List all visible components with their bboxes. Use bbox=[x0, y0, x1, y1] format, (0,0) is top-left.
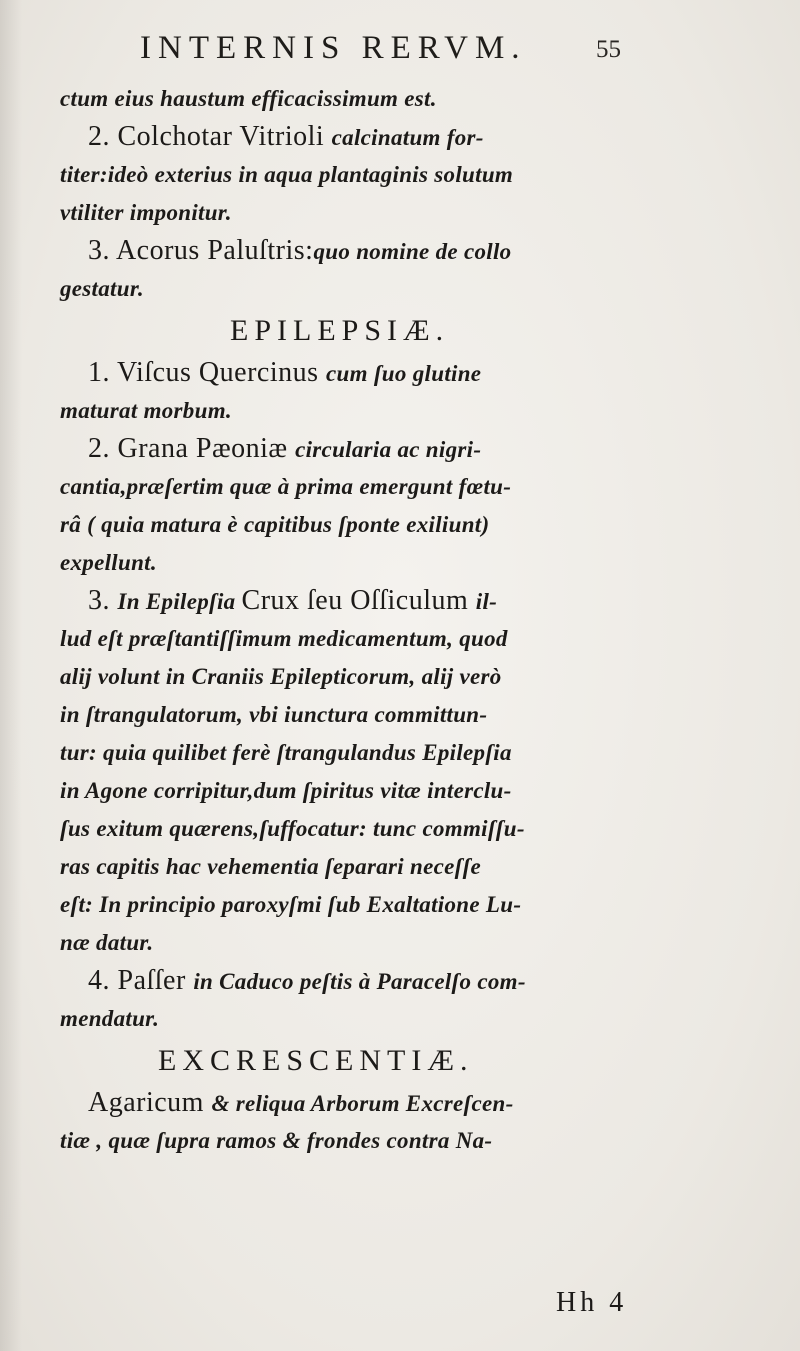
text-line bbox=[60, 544, 692, 582]
text-line bbox=[60, 1000, 692, 1038]
italic-text: expellunt. bbox=[60, 550, 157, 575]
running-head: INTERNIS RERVM. bbox=[140, 30, 527, 66]
text-line bbox=[60, 962, 692, 1000]
italic-text: ras capitis hac vehementia ſeparari neceſſe bbox=[60, 854, 482, 879]
text-line bbox=[60, 810, 692, 848]
italic-text: calcinatum for- bbox=[331, 125, 484, 150]
italic-text: eſt: In principio paroxyſmi ſub Exaltatione Lu- bbox=[60, 892, 522, 917]
text-line bbox=[60, 354, 692, 392]
italic-text: alij volunt in Craniis Epilepticorum, alij verò bbox=[60, 664, 502, 689]
italic-text: gestatur. bbox=[60, 276, 144, 301]
roman-text: 2. Grana Pæoniæ bbox=[88, 433, 296, 464]
text-block bbox=[60, 80, 692, 1160]
roman-text: 3. Acorus Paluſtris: bbox=[88, 235, 314, 266]
roman-text: Agaricum bbox=[88, 1087, 212, 1118]
text-line bbox=[60, 232, 692, 270]
italic-text: & reliqua Arborum Excreſcen- bbox=[211, 1091, 514, 1116]
text-line bbox=[60, 620, 692, 658]
italic-text: in Agone corripitur,dum ſpiritus vitæ interclu- bbox=[60, 778, 512, 803]
text-line bbox=[60, 924, 692, 962]
italic-text: maturat morbum. bbox=[60, 398, 232, 423]
italic-text: ſus exitum quærens,ſuffocatur: tunc commiſſu- bbox=[60, 816, 525, 841]
italic-text: cum ſuo glutine bbox=[326, 361, 482, 386]
italic-text: næ datur. bbox=[60, 930, 154, 955]
italic-text: in ſtrangulatorum, vbi iunctura committun- bbox=[60, 702, 488, 727]
text-line bbox=[60, 848, 692, 886]
text-line bbox=[60, 886, 692, 924]
text-line bbox=[60, 696, 692, 734]
italic-text: ctum eius haustum efficacissimum est. bbox=[60, 86, 437, 111]
signature-mark: Hh 4 bbox=[556, 1287, 628, 1318]
page-header bbox=[140, 30, 640, 80]
italic-text: circularia ac nigri- bbox=[295, 437, 482, 462]
text-line bbox=[60, 392, 692, 430]
roman-text: Crux ſeu Oſſiculum bbox=[241, 585, 476, 616]
italic-text: lud eſt præſtantiſſimum medicamentum, quod bbox=[60, 626, 508, 651]
italic-text: in Caduco peſtis à Paracelſo com- bbox=[193, 969, 526, 994]
italic-text: cantia,præſertim quæ à prima emergunt fœtu- bbox=[60, 474, 512, 499]
italic-text: vtiliter imponitur. bbox=[60, 200, 232, 225]
text-line bbox=[60, 582, 692, 620]
text-line bbox=[60, 468, 692, 506]
italic-text: titer:ideò exterius in aqua plantaginis solutum bbox=[60, 162, 514, 187]
section-heading-excrescentiae: EXCRESCENTIÆ. bbox=[158, 1044, 474, 1077]
text-line bbox=[60, 156, 692, 194]
italic-text: mendatur. bbox=[60, 1006, 160, 1031]
page-number: 55 bbox=[596, 36, 621, 63]
roman-text: 1. Viſcus Quercinus bbox=[88, 357, 326, 388]
text-line bbox=[60, 506, 692, 544]
text-line bbox=[60, 118, 692, 156]
roman-text: 3. bbox=[88, 585, 118, 616]
text-line bbox=[60, 772, 692, 810]
text-line bbox=[60, 430, 692, 468]
section-heading-epilepsiae: EPILEPSIÆ. bbox=[230, 314, 450, 347]
paragraph-group bbox=[60, 1084, 692, 1160]
text-line bbox=[60, 80, 692, 118]
paragraph-group bbox=[60, 354, 692, 1038]
italic-text: râ ( quia matura è capitibus ſponte exiliunt) bbox=[60, 512, 490, 537]
roman-text: 2. Colchotar Vitrioli bbox=[88, 121, 332, 152]
text-line bbox=[60, 1084, 692, 1122]
italic-text: il- bbox=[475, 589, 498, 614]
page-fold-shadow bbox=[0, 0, 22, 1351]
italic-text: In Epilepſia bbox=[117, 589, 242, 614]
text-line bbox=[60, 270, 692, 308]
text-line bbox=[60, 658, 692, 696]
italic-text: tur: quia quilibet ferè ſtrangulandus Epilepſia bbox=[60, 740, 512, 765]
italic-text: quo nomine de collo bbox=[313, 239, 512, 264]
roman-text: 4. Paſſer bbox=[88, 965, 194, 996]
italic-text: tiæ , quæ ſupra ramos & frondes contra Na- bbox=[60, 1128, 493, 1153]
paragraph-group bbox=[60, 80, 692, 308]
text-line bbox=[60, 194, 692, 232]
text-line bbox=[60, 1122, 692, 1160]
text-line bbox=[60, 734, 692, 772]
